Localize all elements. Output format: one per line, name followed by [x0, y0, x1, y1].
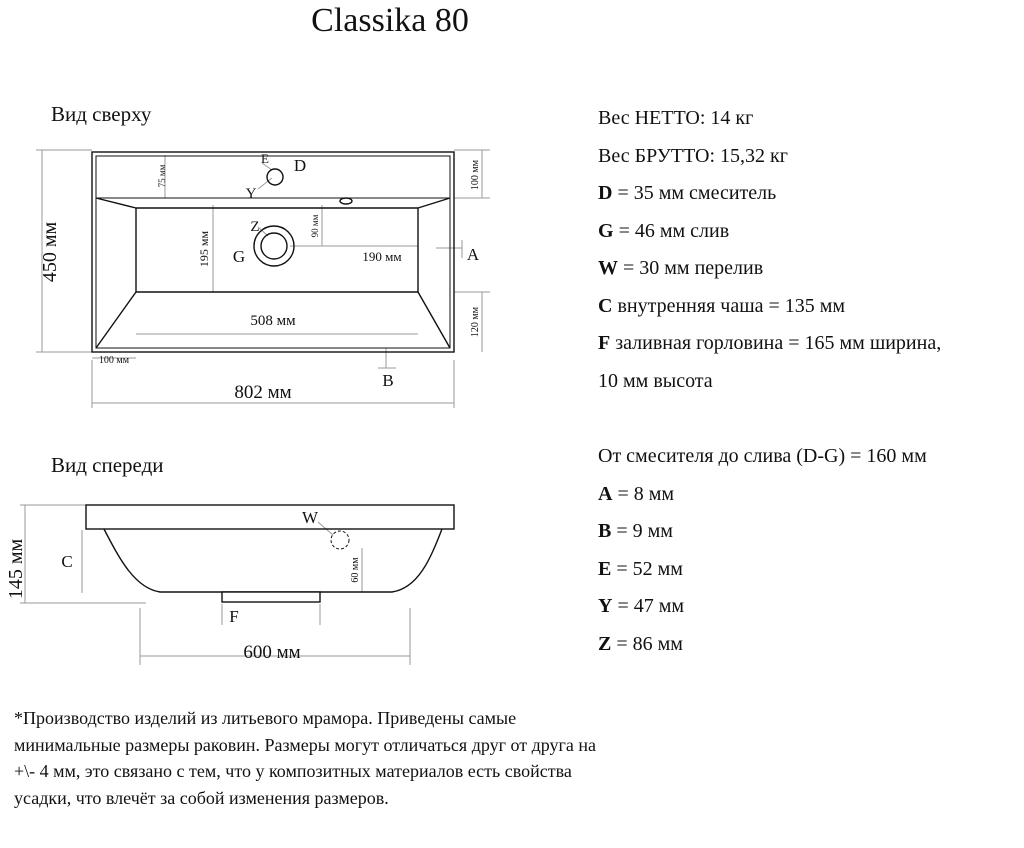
marker-g: G — [232, 247, 246, 266]
spec-text: = 46 мм слив — [613, 219, 730, 242]
spec-item — [598, 480, 1023, 518]
spec-key: Z — [598, 632, 612, 655]
spec-key: G — [598, 219, 614, 242]
spec-text: = 86 мм — [611, 632, 683, 655]
spec-key: E — [598, 557, 612, 580]
marker-c: C — [61, 552, 73, 571]
dim-100-right: 100 мм — [470, 159, 481, 191]
spec-text: = 30 мм перелив — [618, 257, 764, 279]
dim-450: 450 мм — [39, 221, 61, 283]
spec-key: B — [598, 520, 612, 542]
dim-100-left: 100 мм — [98, 355, 130, 366]
spec-item — [598, 217, 1023, 255]
spec-item — [598, 555, 1023, 593]
net-weight: Вес НЕТТО: 14 кг — [598, 107, 754, 129]
top-view-drawing — [0, 0, 600, 430]
spec-item — [598, 592, 1023, 630]
spec-text: = 35 мм смеситель — [612, 182, 777, 204]
dim-600: 600 мм — [243, 642, 301, 663]
marker-d: D — [293, 156, 307, 175]
spec-item — [598, 329, 1023, 367]
spec-item — [598, 517, 1023, 555]
spec-item-continued: 10 мм высота — [598, 369, 713, 392]
specs-panel — [598, 104, 1023, 667]
marker-y: Y — [245, 186, 257, 202]
footnote: *Производство изделий из литьевого мрамора. Приведены самые минимальные размеры раковин. Размеры могут отличаться друг от друга на +\- 4 мм, это связано с тем, что у композитных материалов есть свойства усадки, что влечёт за собой изменения размеров. — [14, 708, 597, 808]
dim-120: 120 мм — [470, 306, 481, 338]
marker-b: B — [382, 371, 394, 390]
spec-text: = 47 мм — [612, 595, 685, 617]
spec-text: = 52 мм — [611, 557, 683, 580]
dim-195: 195 мм — [197, 230, 211, 268]
spec-text: = 9 мм — [611, 520, 673, 542]
page-title: Classika 80 — [311, 2, 469, 39]
spec-item — [598, 292, 1023, 330]
spec-item — [598, 630, 1023, 668]
spec-key: A — [598, 482, 613, 505]
dim-145: 145 мм — [5, 538, 27, 600]
dim-60: 60 мм — [350, 557, 361, 583]
front-view-drawing — [0, 490, 600, 680]
marker-z: Z — [250, 219, 260, 235]
spec-key: C — [598, 294, 613, 317]
marker-a: A — [466, 245, 480, 264]
marker-w: W — [301, 508, 319, 527]
marker-e: E — [261, 151, 269, 166]
spec-text: внутренняя чаша = 135 мм — [612, 294, 846, 317]
spec-item — [598, 254, 1023, 292]
dim-75: 75 мм — [157, 164, 167, 188]
spec-key: F — [598, 332, 611, 354]
spec-text: = 8 мм — [612, 482, 675, 505]
dim-190: 190 мм — [362, 249, 402, 264]
dim-802: 802 мм — [234, 382, 292, 403]
spec-item — [598, 179, 1023, 217]
top-view-label: Вид сверху — [51, 102, 152, 126]
marker-f: F — [229, 607, 239, 626]
spec-text: заливная горловина = 165 мм ширина, — [610, 332, 942, 354]
spec-key: W — [598, 257, 618, 279]
dim-90: 90 мм — [310, 214, 320, 238]
spec-key: Y — [598, 595, 613, 617]
gross-weight: Вес БРУТТО: 15,32 кг — [598, 144, 788, 167]
spec-key: D — [598, 182, 613, 204]
front-view-label: Вид спереди — [51, 453, 164, 477]
distance-spec: От смесителя до слива (D-G) = 160 мм — [598, 445, 927, 467]
dim-508: 508 мм — [250, 313, 296, 329]
